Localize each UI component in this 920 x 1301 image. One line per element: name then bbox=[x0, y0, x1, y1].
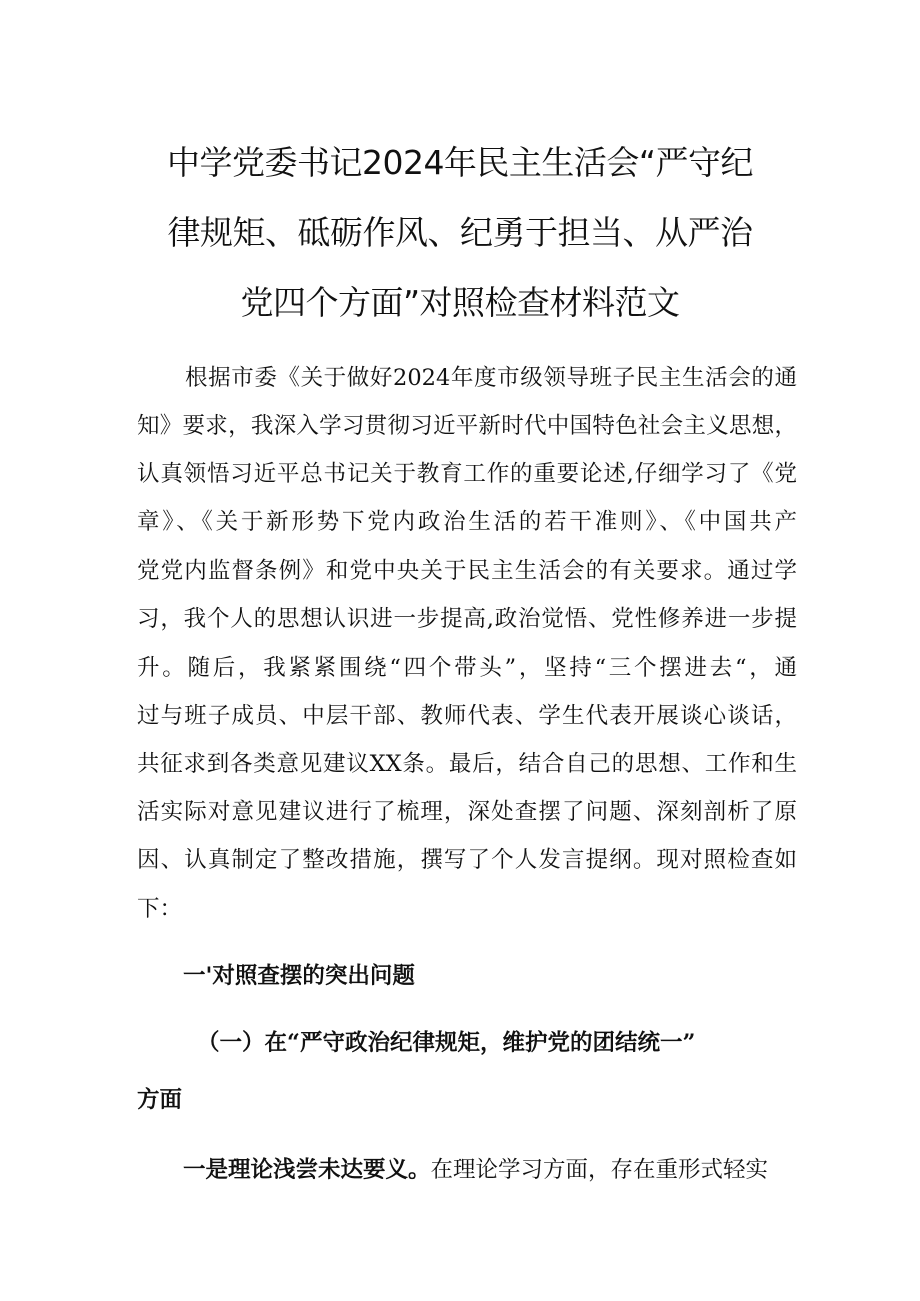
intro-line-7: 升。随后，我紧紧围绕“四个带头”，坚持“三个摆进去“，通 bbox=[137, 655, 797, 681]
section-heading: 一'对照查摆的突出问题 bbox=[183, 963, 415, 989]
point-paragraph bbox=[183, 1152, 797, 1184]
document-title-line-2: 律规矩、砥砺作风、纪勇于担当、从严治 bbox=[167, 213, 753, 252]
intro-line-1: 根据市委《关于做好2024年度市级领导班子民主生活会的通 bbox=[185, 365, 797, 391]
intro-line-11: 因、认真制定了整改措施，撰写了个人发言提纲。现对照检查如 bbox=[137, 847, 797, 873]
point-text: 在理论学习方面，存在重形式轻实 bbox=[430, 1157, 769, 1183]
intro-line-10: 活实际对意见建议进行了梳理，深处查摆了问题、深刻剖析了原 bbox=[137, 799, 797, 825]
intro-line-8: 过与班子成员、中层干部、教师代表、学生代表开展谈心谈话， bbox=[137, 703, 797, 729]
point-lead: 一是理论浅尝未达要义。 bbox=[183, 1157, 431, 1183]
intro-line-12: 下： bbox=[137, 896, 183, 922]
intro-line-3: 认真领悟习近平总书记关于教育工作的重要论述,仔细学习了《党 bbox=[137, 461, 797, 487]
document-title-line-1: 中学党委书记2024年民主生活会“严守纪 bbox=[166, 143, 754, 182]
intro-line-2: 知》要求，我深入学习贯彻习近平新时代中国特色社会主义思想， bbox=[137, 413, 797, 439]
intro-line-6: 习，我个人的思想认识进一步提高,政治觉悟、党性修养进一步提 bbox=[137, 606, 797, 632]
intro-line-4: 章》、《关于新形势下党内政治生活的若干准则》、《中国共产 bbox=[137, 509, 797, 535]
subsection-heading-continued: 方面 bbox=[137, 1087, 183, 1113]
subsection-heading: （一）在“严守政治纪律规矩，维护党的团结统一” bbox=[197, 1030, 696, 1056]
document-title-line-3: 党四个方面”对照检查材料范文 bbox=[240, 283, 680, 322]
intro-line-5: 党党内监督条例》和党中央关于民主生活会的有关要求。通过学 bbox=[137, 558, 797, 584]
intro-line-9: 共征求到各类意见建议XX条。最后，结合自己的思想、工作和生 bbox=[137, 751, 797, 777]
